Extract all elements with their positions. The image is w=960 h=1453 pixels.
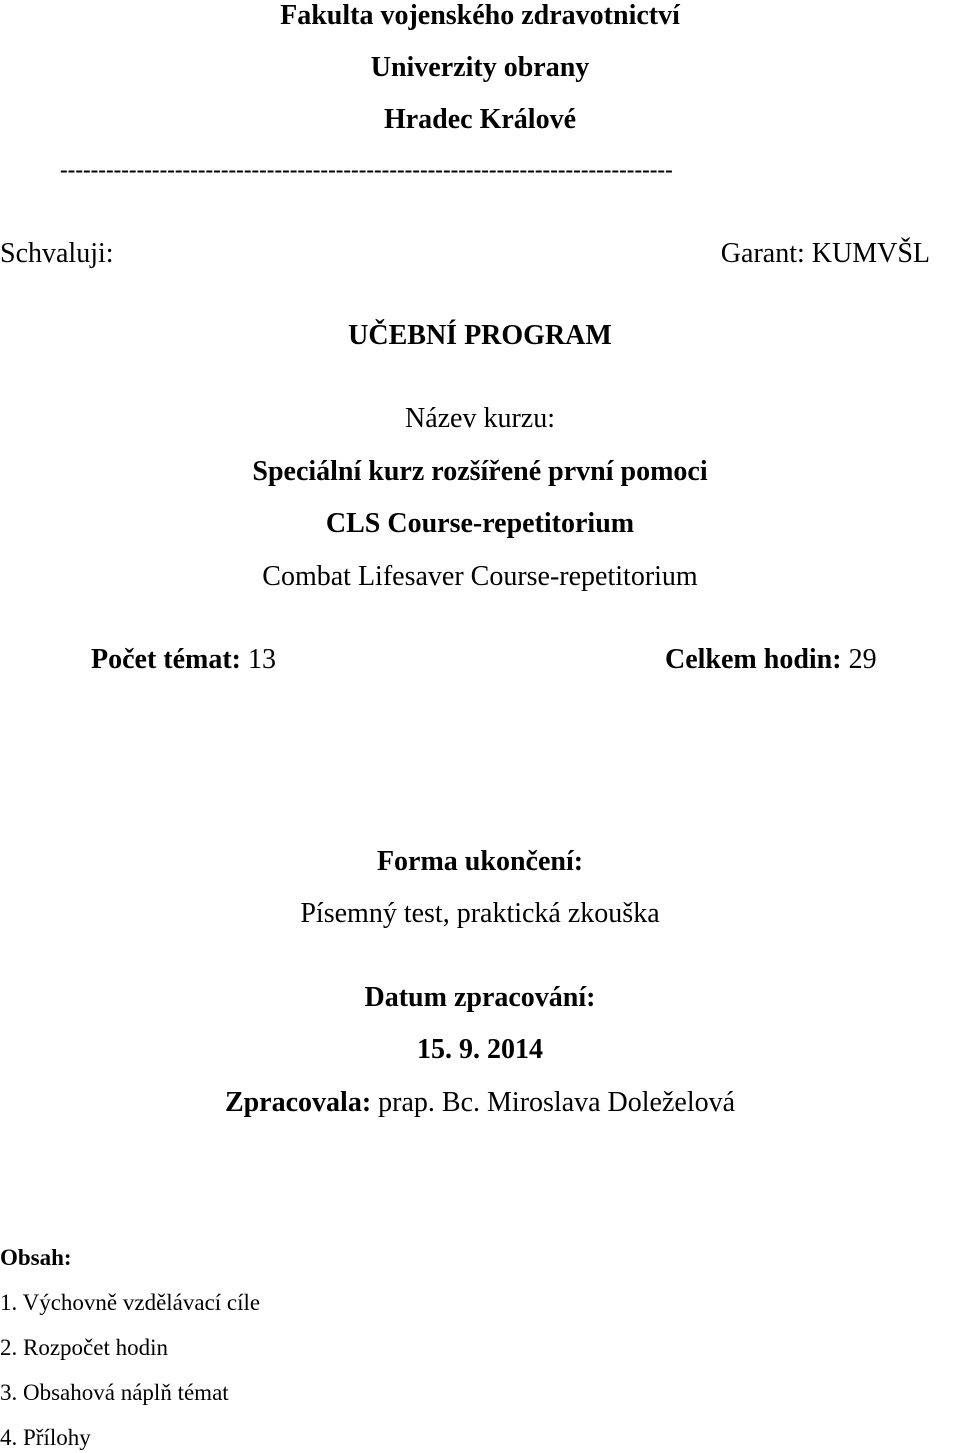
course-name-en: Combat Lifesaver Course-repetitorium	[262, 561, 698, 592]
hours-total-label: Celkem hodin:	[665, 644, 842, 675]
processing-date-value: 15. 9. 2014	[417, 1034, 543, 1065]
processing-date-label: Datum zpracování:	[364, 982, 596, 1013]
university-name: Univerzity obrany	[370, 52, 590, 83]
separator-line: --------------------------------------------------------------------------------	[60, 158, 673, 181]
program-title: UČEBNÍ PROGRAM	[348, 320, 612, 351]
author	[0, 1089, 960, 1117]
course-short-name: CLS Course-repetitorium	[325, 508, 635, 539]
contents-item: 1. Výchovně vzdělávací cíle	[0, 1290, 261, 1315]
author-value: prap. Bc. Miroslava Doleželová	[378, 1087, 736, 1118]
topics-count-value: 13	[248, 644, 277, 675]
contents-item: 3. Obsahová náplň témat	[0, 1380, 229, 1405]
hours-total-value: 29	[848, 644, 877, 675]
course-name-label: Název kurzu:	[404, 403, 556, 434]
author-label: Zpracovala:	[224, 1087, 372, 1118]
guarantor-label: Garant:	[720, 238, 805, 269]
completion-value: Písemný test, praktická zkouška	[300, 898, 660, 929]
city-name: Hradec Králové	[383, 104, 577, 135]
contents-item: 2. Rozpočet hodin	[0, 1335, 168, 1360]
guarantor	[721, 240, 930, 268]
approval-label: Schvaluji:	[0, 238, 114, 269]
hours-total	[665, 646, 877, 674]
contents-title: Obsah:	[0, 1245, 72, 1270]
contents-item: 4. Přílohy	[0, 1425, 91, 1450]
topics-count	[91, 646, 276, 674]
completion-label: Forma ukončení:	[376, 846, 584, 877]
topics-count-label: Počet témat:	[91, 644, 242, 675]
course-name-cz: Speciální kurz rozšířené první pomoci	[252, 456, 708, 487]
faculty-name: Fakulta vojenského zdravotnictví	[280, 0, 680, 31]
guarantor-value: KUMVŠL	[811, 238, 930, 269]
